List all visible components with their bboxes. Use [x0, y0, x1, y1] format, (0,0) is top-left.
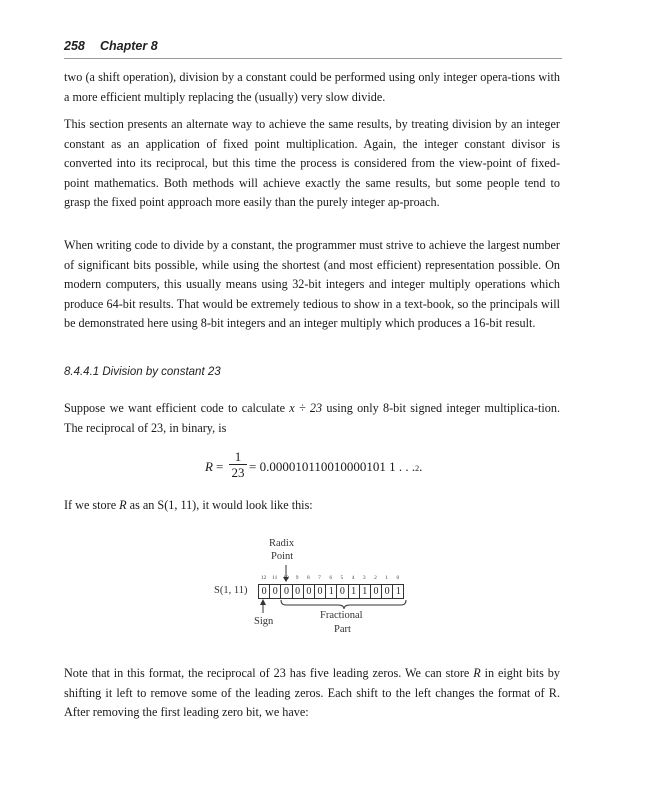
paragraph-3: When writing code to divide by a constant, the programmer must strive to achieve the largest number of significant bits possible, while using the shortest (and most efficient) representation possible. On modern computers, this usually means using 32-bit integers and integer multiply operations which produce 64-bit results. That would be extremely tedious to show in a text-book, so the principals will be demonstrated here using 8-bit integers and an integer multiply which produces a 16-bit result. — [64, 238, 560, 331]
bit-cell: 0 — [292, 584, 303, 599]
bit-index: 4 — [351, 575, 355, 581]
fractional-label-2: Part — [334, 624, 351, 635]
eq-numerator: 1 — [234, 449, 242, 464]
bit-index: 0 — [396, 575, 400, 581]
paragraph-5 — [64, 496, 560, 516]
eq-denominator: 23 — [231, 465, 245, 480]
radix-label-1: Radix — [269, 538, 295, 549]
bit-cell: 1 — [392, 584, 404, 599]
bit-index: 3 — [362, 575, 366, 581]
p6-b: in eight bits by shifting it left to remove some of the leading zeros. Each shift to the left changes the format of R. After removing the first leading zero bit, we have: — [64, 666, 560, 720]
bit-index: 11 — [272, 575, 278, 581]
p4-math: x ÷ 23 — [289, 401, 323, 415]
eq-rhs-value: = 0.000010110010000101 1 . . . — [249, 459, 416, 474]
p5-math: R — [119, 498, 127, 512]
eq-sign: = — [216, 459, 224, 474]
paragraph-6 — [64, 664, 560, 723]
paragraph-2: This section presents an alternate way to achieve the same results, by treating division by an integer constant as an application of fixed point multiplication. Again, the integer constant divisor is converted into its reciprocal, but this time the process is considered from the view-point of fixed-point mathematics. Both methods will achieve exactly the same results, but some people tend to grasp the fixed point approach more easily than the purely integer ap-proach. — [64, 117, 560, 210]
p6-math: R — [473, 666, 481, 680]
eq-subscript: 2 — [415, 464, 420, 473]
p6-a: Note that in this format, the reciprocal of 23 has five leading zeros. We can store — [64, 666, 474, 680]
radix-arrow-head — [283, 577, 289, 582]
paragraph-4 — [64, 399, 560, 438]
fractional-label-1: Fractional — [320, 610, 363, 621]
bit-cell: 0 — [280, 584, 291, 599]
p4-pre: Suppose we want efficient code to calculate — [64, 401, 290, 415]
bit-cell: 0 — [381, 584, 392, 599]
radix-label-2: Point — [271, 551, 294, 562]
page-number: 258 — [64, 39, 85, 53]
eq-fraction — [229, 449, 247, 480]
bit-index: 2 — [374, 575, 377, 581]
bit-cell: 1 — [348, 584, 359, 599]
format-label: S(1, 11) — [214, 585, 248, 596]
section-heading: 8.4.4.1 Division by constant 23 — [64, 366, 221, 378]
bit-cell: 1 — [325, 584, 336, 599]
s-format-figure — [214, 538, 414, 638]
p4-post: using only 8-bit signed integer multiplica-tion. The reciprocal of 23, in binary, is — [64, 401, 560, 435]
bit-index: 1 — [385, 575, 389, 581]
eq-rhs — [249, 459, 422, 475]
eq-end: . — [419, 459, 423, 474]
p5-post: as an S(1, 11), it would look like this: — [126, 498, 313, 512]
sign-arrow-head — [260, 599, 266, 605]
bit-index: 12 — [260, 575, 267, 581]
bit-cell: 0 — [370, 584, 381, 599]
bit-index: 8 — [306, 575, 310, 581]
bit-cell: 0 — [336, 584, 347, 599]
chapter-title: Chapter 8 — [100, 39, 158, 53]
eq-lhs: R — [205, 459, 213, 474]
bit-index: 7 — [318, 575, 321, 581]
bit-cell: 0 — [314, 584, 325, 599]
paragraph-1: two (a shift operation), division by a constant could be performed using only integer opera-tions with a more efficient multiply replacing the (usually) very slow divide. — [64, 70, 560, 104]
sign-label: Sign — [254, 616, 274, 627]
bit-cell: 0 — [258, 584, 269, 599]
bit-index: 5 — [340, 575, 344, 581]
bit-cell: 0 — [303, 584, 314, 599]
bit-index: 9 — [295, 575, 299, 581]
bit-index: 6 — [329, 575, 333, 581]
bit-cell: 1 — [359, 584, 370, 599]
running-header — [64, 36, 562, 59]
bit-cell: 0 — [269, 584, 280, 599]
figure-arrows — [214, 538, 414, 638]
reciprocal-equation — [205, 451, 465, 487]
fraction-brace — [281, 600, 406, 609]
p5-pre: If we store — [64, 498, 120, 512]
